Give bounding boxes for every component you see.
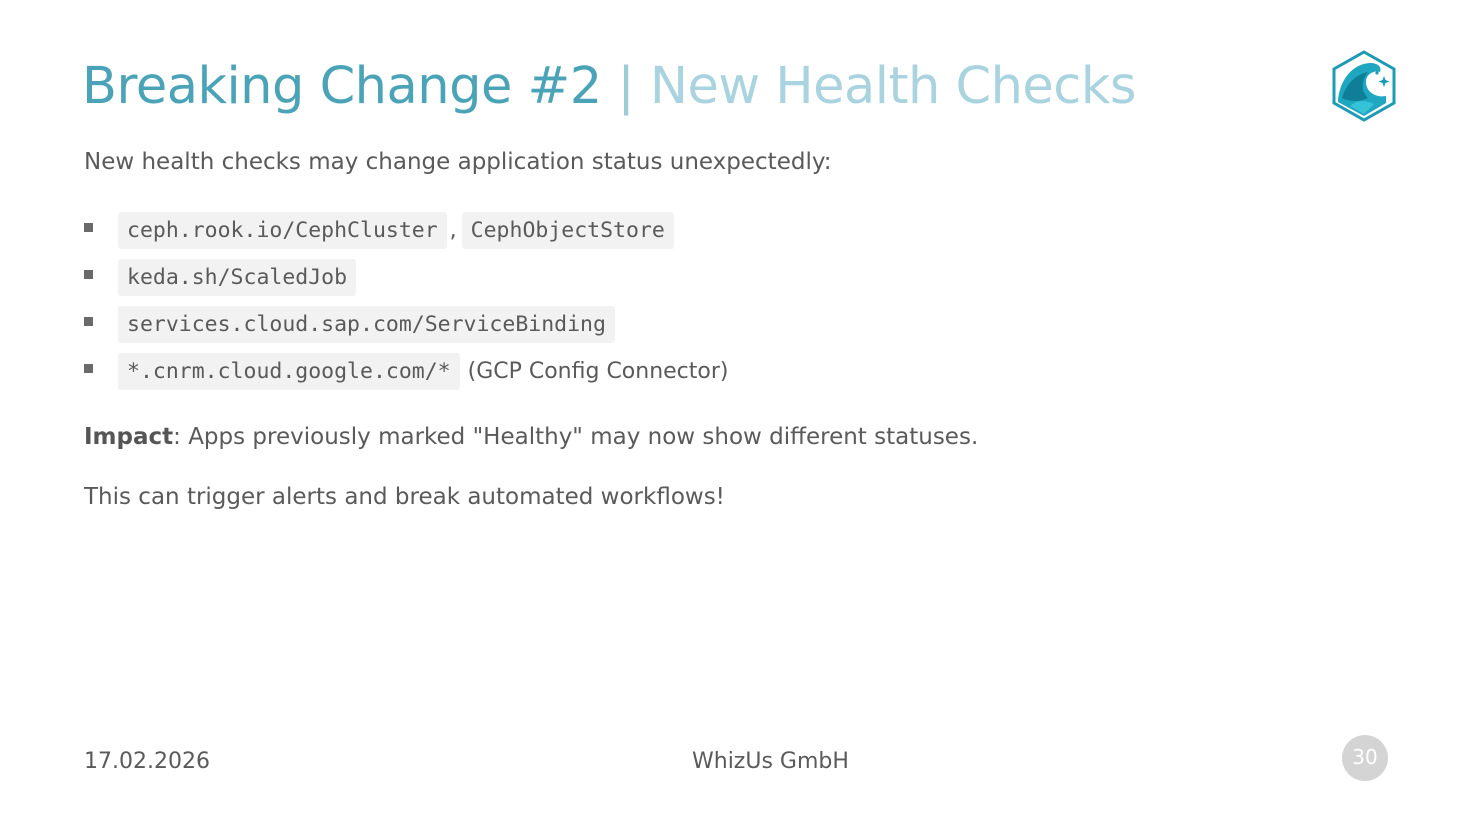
footer-company: WhizUs GmbH xyxy=(692,749,849,774)
inline-code: keda.sh/ScaledJob xyxy=(118,259,356,296)
title-subtitle: New Health Checks xyxy=(649,57,1136,116)
list-item xyxy=(84,207,729,254)
impact-statement xyxy=(84,422,978,452)
bullet-square-icon xyxy=(84,364,93,373)
intro-text: New health checks may change application status unexpectedly: xyxy=(84,149,832,175)
health-check-list xyxy=(84,207,729,395)
impact-text: : Apps previously marked "Healthy" may now show different statuses. xyxy=(173,424,979,450)
bullet-square-icon xyxy=(84,270,93,279)
slide-title xyxy=(82,56,1136,117)
list-item xyxy=(84,254,729,301)
footer-date: 17.02.2026 xyxy=(84,749,210,774)
inline-code: *.cnrm.cloud.google.com/* xyxy=(118,353,460,390)
title-main: Breaking Change #2 xyxy=(82,57,602,116)
inline-code: ceph.rook.io/CephCluster xyxy=(118,212,447,249)
list-item xyxy=(84,348,729,395)
inline-code: services.cloud.sap.com/ServiceBinding xyxy=(118,306,615,343)
bullet-square-icon xyxy=(84,317,93,326)
title-separator: | xyxy=(617,57,635,116)
bullet-square-icon xyxy=(84,223,93,232)
impact-label: Impact xyxy=(84,424,174,450)
list-item xyxy=(84,301,729,348)
inline-code: CephObjectStore xyxy=(462,212,674,249)
warning-text: This can trigger alerts and break automated workflows! xyxy=(84,484,725,510)
page-number-badge: 30 xyxy=(1342,735,1388,781)
list-separator: , xyxy=(449,218,457,243)
list-item-note: (GCP Config Connector) xyxy=(467,359,729,384)
company-logo-icon xyxy=(1330,50,1398,122)
